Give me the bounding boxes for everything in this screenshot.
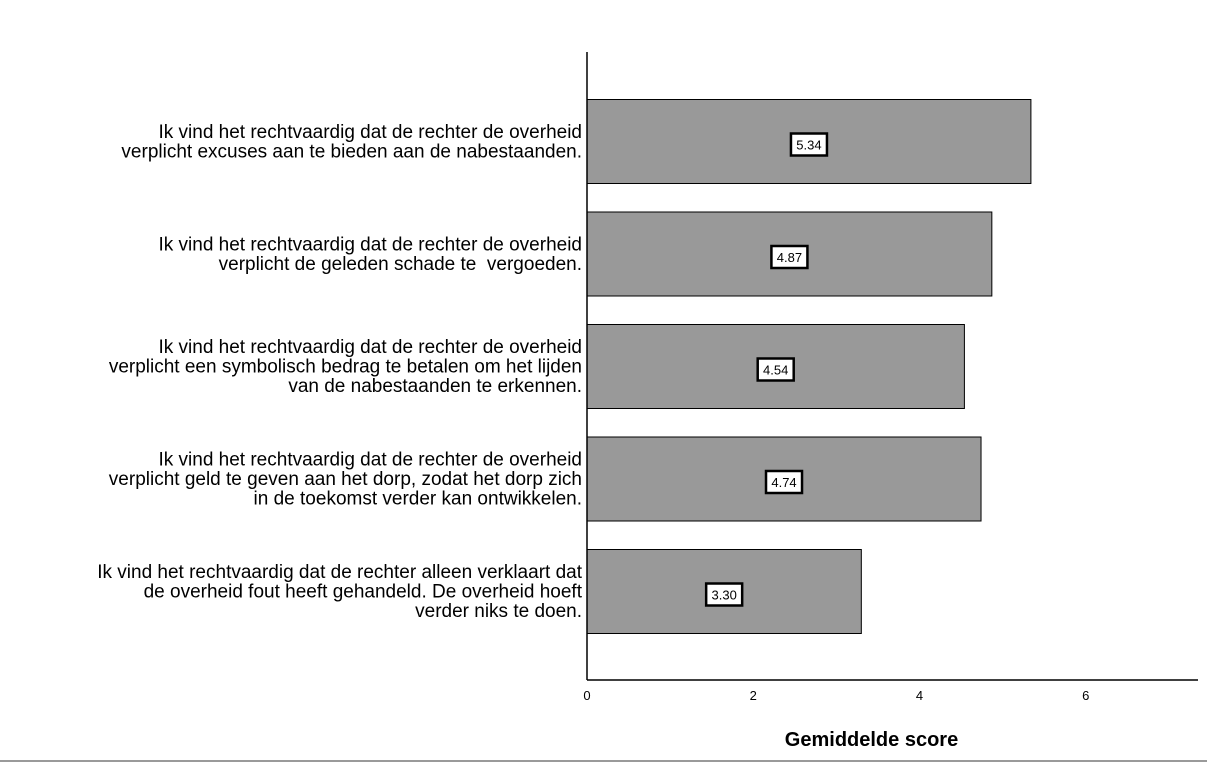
value-label-text: 3.30 xyxy=(711,587,737,603)
x-axis-ticks xyxy=(583,688,1089,703)
x-axis-title: Gemiddelde score xyxy=(784,729,959,751)
value-label xyxy=(771,246,807,268)
x-tick-label: 2 xyxy=(749,688,757,703)
value-label xyxy=(791,134,827,156)
x-tick-label: 6 xyxy=(1082,688,1090,703)
x-tick-label: 4 xyxy=(915,688,924,703)
value-label-text: 5.34 xyxy=(796,137,822,153)
category-label: Ik vind het rechtvaardig dat de rechter de overheid verplicht geld te geven aan het dorp, zodat het dorp zich in de toekomst verder kan ontwikkelen. xyxy=(108,449,582,510)
value-label-text: 4.87 xyxy=(776,250,803,265)
category-labels xyxy=(97,122,582,622)
bars-layer xyxy=(587,100,1031,634)
category-label: Ik vind het rechtvaardig dat de rechter de overheid verplicht de geleden schade te vergoeden. xyxy=(158,234,582,275)
category-label: Ik vind het rechtvaardig dat de rechter de overheid verplicht een symbolisch bedrag te betalen om het lijden van de nabestaanden te erkennen. xyxy=(108,337,582,397)
x-tick-label: 0 xyxy=(583,688,591,703)
value-label-text: 4.74 xyxy=(771,475,797,490)
value-label xyxy=(766,471,802,493)
value-label xyxy=(706,584,742,606)
value-label-text: 4.54 xyxy=(763,362,789,378)
category-label: Ik vind het rechtvaardig dat de rechter de overheid verplicht excuses aan te bieden aan de nabestaanden. xyxy=(121,121,582,163)
category-label: Ik vind het rechtvaardig dat de rechter alleen verklaart dat de overheid fout heeft gehandeld. De overheid hoeft verder niks te doen. xyxy=(97,562,582,622)
value-label xyxy=(758,359,794,381)
